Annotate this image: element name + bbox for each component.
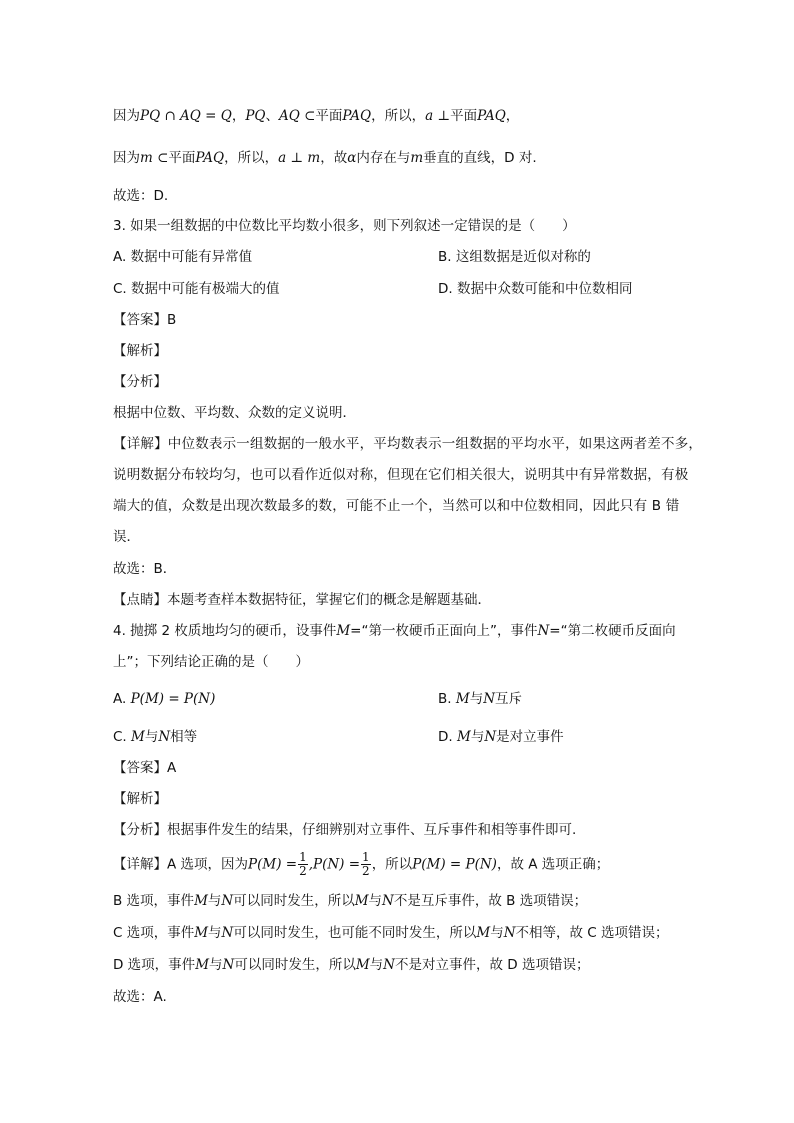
q4-choose: 故选：A. [113, 989, 167, 1005]
text: 4. 抛掷 2 枚质地均匀的硬币，设事件 [113, 623, 337, 639]
q3-detail-3: 端大的值，众数是出现次数最多的数，可能不止一个，当然可以和中位数相同，因此只有 B 错 [113, 498, 680, 514]
q4-jiexi: 【解析】 [113, 791, 167, 807]
math: N [484, 729, 497, 745]
math: M [455, 691, 470, 707]
math: M [476, 925, 491, 941]
text: 平面 [450, 108, 478, 124]
text: ，所以 [371, 856, 413, 873]
q4-detail-b [113, 891, 587, 911]
text: 与 [470, 729, 485, 745]
text: 与 [144, 729, 159, 745]
math: ,P(N) = [308, 856, 361, 873]
q3-jiexi: 【解析】 [113, 343, 167, 359]
text: 与 [368, 893, 383, 909]
text: 内存在与 [356, 150, 411, 166]
q3-detail-2: 说明数据分布较均匀，也可以看作近似对称，但现在它们相关很大，说明其中有异常数据，有极 [113, 467, 689, 483]
text: 与 [369, 957, 384, 973]
text: =“第一枚硬币正面向上”，事件 [350, 623, 538, 639]
math: N [383, 957, 395, 973]
q3-option-c: C. 数据中可能有极端大的值 [113, 281, 280, 297]
q3-option-b: B. 这组数据是近似对称的 [438, 249, 591, 265]
fraction-half [361, 851, 371, 878]
math: P(M) = P(N) [130, 691, 216, 707]
text: ，所以， [371, 108, 426, 124]
q4-option-c [113, 727, 197, 747]
text: 不是对立事件，故 D 选项错误； [394, 957, 590, 973]
text: A. [113, 691, 127, 707]
math: P(M) = P(N) [412, 856, 497, 873]
prev-choose: 故选：D. [113, 188, 169, 204]
prev-line-2 [113, 148, 537, 168]
text: 互斥 [495, 691, 522, 707]
text: 不是互斥事件，故 B 选项错误； [393, 893, 588, 909]
text: ，故 [320, 150, 348, 166]
math: M [336, 623, 351, 639]
text: B 选项，事件 [113, 893, 195, 909]
q4-answer: 【答案】A [113, 760, 177, 776]
q4-fenxi: 【分析】根据事件发生的结果，仔细辨别对立事件、互斥事件和相等事件即可. [113, 822, 577, 838]
numerator: 1 [362, 850, 370, 864]
text: D 选项，事件 [113, 957, 196, 973]
text: 相等 [170, 729, 198, 745]
math: N [221, 893, 234, 909]
math: M [355, 957, 370, 973]
math: a ⊥ [425, 108, 451, 124]
text: 【详解】A 选项，因为 [113, 856, 249, 873]
text: 与 [490, 925, 504, 941]
text: 不相等，故 C 选项错误； [515, 925, 669, 941]
math: M [131, 729, 145, 745]
q4-detail-c [113, 923, 669, 943]
q3-choose: 故选：B． [113, 561, 177, 577]
denominator: 2 [362, 864, 370, 878]
text: ， [505, 108, 520, 124]
text: ， [231, 108, 246, 124]
q4-option-a [113, 689, 215, 709]
text: 可以同时发生，所以 [234, 957, 356, 973]
text: 平面 [168, 150, 196, 166]
math: M [354, 893, 369, 909]
math: N [483, 691, 495, 707]
q3-option-a: A. 数据中可能有异常值 [113, 249, 253, 265]
text: D. [438, 729, 453, 745]
numerator: 1 [299, 850, 307, 864]
q3-fenxi-body: 根据中位数、平均数、众数的定义说明． [113, 405, 356, 421]
math: AQ ⊂ [278, 108, 316, 124]
q4-option-b [438, 689, 522, 709]
math: N [158, 729, 171, 745]
text: 是对立事件 [496, 729, 564, 745]
text: 因为 [113, 150, 140, 166]
text: 可以同时发生，所以 [233, 893, 355, 909]
q3-detail-1: 【详解】中位数表示一组数据的一般水平，平均数表示一组数据的平均水平，如果这两者差不多， [113, 436, 703, 452]
math: a ⊥ m [278, 150, 321, 166]
text: 与 [209, 957, 223, 973]
text: 平面 [315, 108, 343, 124]
q3-detail-4: 误． [113, 529, 140, 545]
math: M [194, 893, 208, 909]
math: PQ [245, 108, 266, 124]
q3-answer: 【答案】B [113, 312, 177, 328]
fraction-half [298, 851, 308, 878]
math: PAQ [477, 108, 506, 124]
q4-detail-a [113, 851, 609, 878]
math: PQ ∩ AQ = Q [140, 108, 232, 124]
math: N [537, 623, 550, 639]
q4-option-d [438, 727, 564, 747]
text: 可以同时发生，也可能不同时发生，所以 [233, 925, 477, 941]
q4-detail-d [113, 955, 589, 975]
math: PAQ [195, 150, 225, 166]
math: N [382, 893, 394, 909]
math: M [456, 729, 471, 745]
math: M [194, 925, 209, 941]
q3-option-d: D. 数据中众数可能和中位数相同 [438, 281, 633, 297]
text: ，所以， [224, 150, 279, 166]
text: ，故 A 选项正确； [496, 856, 610, 873]
text: =“第二枚硬币反面向 [549, 623, 676, 639]
text: 垂直的直线，D 对. [423, 150, 537, 166]
q4-stem-2: 上”；下列结论正确的是（ ） [113, 654, 309, 670]
math: N [503, 925, 516, 941]
math: M [195, 957, 210, 973]
text: 与 [208, 925, 222, 941]
math: m ⊂ [140, 150, 169, 166]
math: N [221, 925, 234, 941]
denominator: 2 [299, 864, 307, 878]
text: B. [438, 691, 452, 707]
text: C 选项，事件 [113, 925, 195, 941]
text: 、 [265, 108, 279, 124]
text: 因为 [113, 108, 140, 124]
math: P(M) = [248, 856, 298, 873]
text: 与 [469, 691, 484, 707]
q3-dianjing: 【点睛】本题考查样本数据特征，掌握它们的概念是解题基础． [113, 592, 491, 608]
q3-fenxi-title: 【分析】 [113, 374, 167, 390]
prev-line-1 [113, 106, 519, 126]
q3-stem: 3. 如果一组数据的中位数比平均数小很多，则下列叙述一定错误的是（ ） [113, 218, 576, 234]
math: m [410, 150, 424, 166]
math: α [347, 150, 357, 166]
text: 与 [207, 893, 222, 909]
math: N [222, 957, 235, 973]
q4-stem-1 [113, 621, 676, 641]
math: PAQ [342, 108, 372, 124]
text: C. [113, 729, 127, 745]
